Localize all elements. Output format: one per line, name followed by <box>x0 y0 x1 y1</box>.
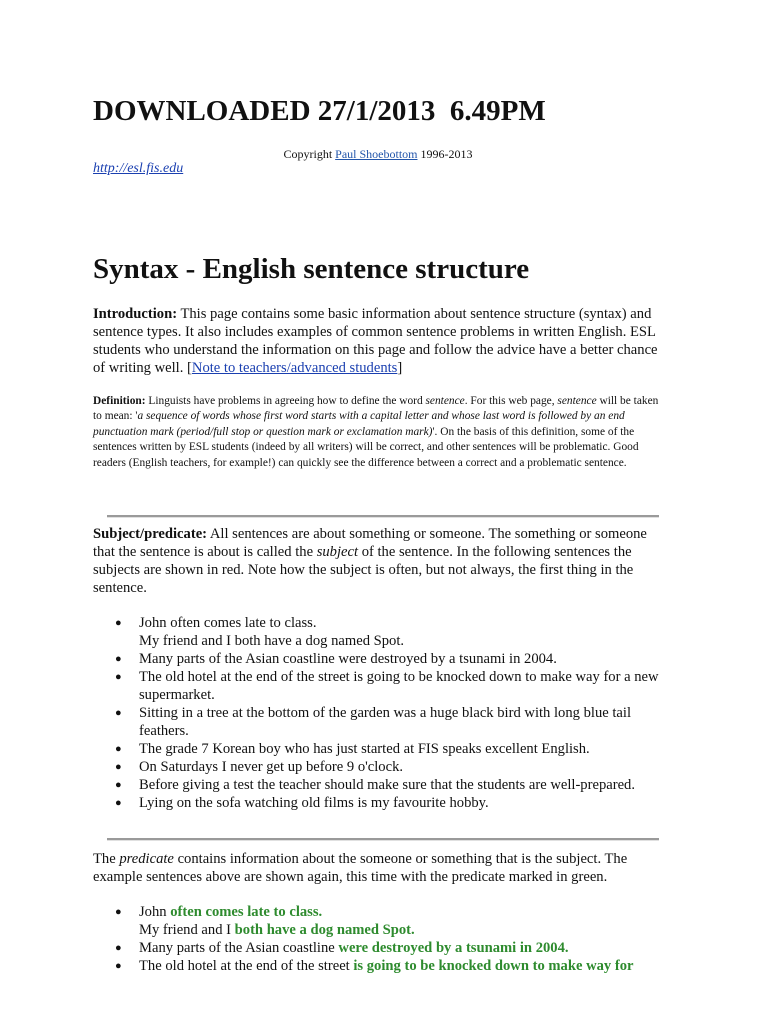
predicate-example-list <box>93 903 668 975</box>
predicate-part: were destroyed by a tsunami in 2004. <box>338 940 569 956</box>
list-item <box>93 668 668 704</box>
example-text: Lying on the sofa watching old films is my favourite hobby. <box>139 795 489 811</box>
definition-text-1: Linguists have problems in agreeing how to define the word <box>145 395 426 407</box>
bullet-icon: ● <box>115 761 122 773</box>
subject-text-2: of the sentence. In the following sentences the subjects are shown in red. Note how the subject is often, but not always, the first thing in the sentence. <box>93 544 634 596</box>
copyright-prefix: Copyright <box>283 147 336 161</box>
definition-text-2: . For this web page, <box>464 395 558 407</box>
list-item <box>93 794 668 812</box>
author-link[interactable]: Paul Shoebottom <box>335 147 418 161</box>
site-link[interactable]: http://esl.fis.edu <box>93 161 184 176</box>
predicate-paragraph <box>93 850 668 886</box>
subject-text-1: All sentences are about something or someone. The something or someone that the sentence is about is called the <box>93 526 647 560</box>
predicate-text-1: The <box>93 851 120 867</box>
subject-example-list <box>93 614 668 812</box>
list-item <box>93 939 668 957</box>
subject-part: The old hotel at the end of the street <box>139 958 354 974</box>
teacher-note-link[interactable]: Note to teachers/advanced students <box>191 360 398 376</box>
bullet-icon: ● <box>115 960 122 972</box>
list-item <box>93 903 668 939</box>
subject-part: John <box>139 904 171 920</box>
bullet-icon: ● <box>115 906 122 918</box>
bullet-icon: ● <box>115 671 122 683</box>
subject-word: subject <box>316 544 359 560</box>
bullet-icon: ● <box>115 942 122 954</box>
predicate-part: is going to be knocked down to make way for <box>353 958 634 974</box>
intro-text: This page contains some basic information about sentence structure (syntax) and sentence types. It also includes examples of common sentence problems in written English. ESL students who understand the information on this page and follow the advice have a better chance of writing well. [ <box>93 306 658 376</box>
example-text: The old hotel at the end of the street is going to be knocked down to make way for a new supermarket. <box>139 669 659 703</box>
bullet-icon: ● <box>115 707 122 719</box>
example-text: Before giving a test the teacher should make sure that the students are well-prepared. <box>139 777 636 793</box>
list-item <box>93 650 668 668</box>
definition-quote: a sequence of words whose first word starts with a capital letter and whose last word is followed by an end punctuation mark (period/full stop or question mark or exclamation mark) <box>93 410 625 438</box>
intro-label: Introduction: <box>93 306 178 322</box>
example-text: Sitting in a tree at the bottom of the garden was a huge black bird with long blue tail feathers. <box>139 705 632 739</box>
intro-close: ] <box>397 360 403 376</box>
predicate-part: both have a dog named Spot. <box>234 922 415 938</box>
subject-label: Subject/predicate: <box>93 526 208 542</box>
subject-part: My friend and I <box>139 922 235 938</box>
bullet-icon: ● <box>115 653 122 665</box>
example-text: John often comes late to class. <box>139 615 317 631</box>
example-text: The grade 7 Korean boy who has just started at FIS speaks excellent English. <box>139 741 590 757</box>
predicate-text-2: contains information about the someone or something that is the subject. The example sentences above are shown again, this time with the predicate marked in green. <box>93 851 628 885</box>
bullet-icon: ● <box>115 743 122 755</box>
definition-text-4: '. On the basis of this definition, some of the sentences written by ESL students (indeed by all writers) will be correct, and other sentences will be problematic. Good readers (English teachers, for example!) can quickly see the difference between a correct and a problematic sentence. <box>93 425 639 469</box>
definition-label: Definition: <box>93 395 146 407</box>
copyright-years: 1996-2013 <box>417 147 473 161</box>
list-item <box>93 614 668 650</box>
intro-paragraph <box>93 305 663 377</box>
predicate-part: often comes late to class. <box>170 904 323 920</box>
list-item <box>93 957 668 975</box>
subject-paragraph <box>93 525 663 597</box>
copyright-line <box>93 147 663 161</box>
list-item <box>93 776 668 794</box>
list-item <box>93 758 668 776</box>
download-heading: DOWNLOADED 27/1/2013 6.49PM <box>93 95 546 127</box>
predicate-word: predicate <box>119 851 174 867</box>
subject-part: Many parts of the Asian coastline <box>139 940 339 956</box>
list-item <box>93 704 668 740</box>
bullet-icon: ● <box>115 617 122 629</box>
example-text: On Saturdays I never get up before 9 o'clock. <box>139 759 404 775</box>
page-title: Syntax - English sentence structure <box>93 253 530 285</box>
definition-text-3: will be taken to mean: ' <box>93 395 659 423</box>
example-text: Many parts of the Asian coastline were destroyed by a tsunami in 2004. <box>139 651 557 667</box>
example-text: My friend and I both have a dog named Spot. <box>139 633 405 649</box>
bullet-icon: ● <box>115 797 122 809</box>
list-item <box>93 740 668 758</box>
definition-word-1: sentence <box>425 395 465 407</box>
divider <box>107 515 659 518</box>
definition-paragraph <box>93 394 666 471</box>
bullet-icon: ● <box>115 779 122 791</box>
definition-word-2: sentence <box>557 395 597 407</box>
divider <box>107 838 659 841</box>
